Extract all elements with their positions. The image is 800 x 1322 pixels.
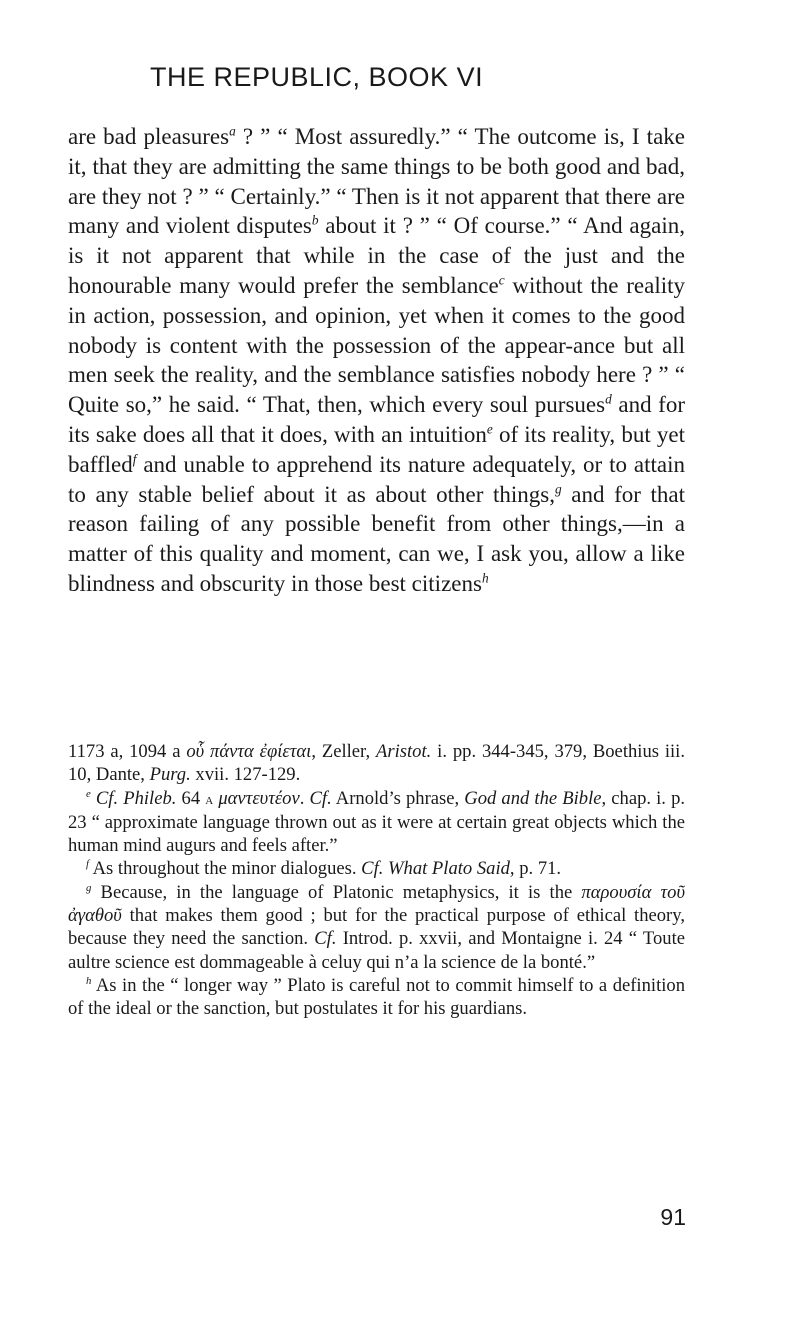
footnotes xyxy=(68,740,685,1021)
italic-title: Cf. What Plato Said xyxy=(361,858,510,880)
italic-title: Aristot. xyxy=(376,741,432,762)
text-segment: are bad pleasures xyxy=(68,124,230,149)
italic-title: Cf. xyxy=(309,787,332,809)
footnote-text: . xyxy=(299,787,310,809)
footnote-text: , Zeller, xyxy=(311,741,377,762)
text-segment: and for that reason failing of any possible benefit from other things,—in a matter of this quality and moment, can we, I ask you, allow a like blindness and obscurity in those best citizens xyxy=(68,481,686,596)
running-head: THE REPUBLIC, BOOK VI xyxy=(150,62,484,92)
text-segment: of its reality, but yet baffled xyxy=(68,421,685,477)
footnote-marker: f xyxy=(132,451,137,467)
footnote-text: i. pp. 344-345, 379, Boethius iii. 10, Dante, xyxy=(68,741,685,786)
footnote-text: , chap. i. p. 23 “ approximate language thrown out as it were at certain great objects which the human mind augurs and feels after.” xyxy=(68,787,686,857)
footnote-marker: b xyxy=(311,212,319,228)
page-number: 91 xyxy=(660,1204,686,1230)
footnote-text: Introd. p. xxvii, and Montaigne i. 24 “ Toute aultre science est dommageable à celuy qui n’a la science de la bonté.” xyxy=(68,928,685,973)
footnote-marker: e xyxy=(486,421,493,437)
text-segment: ? ” “ Most assuredly.” “ The outcome is, I take it, that they are admitting the same things to be both good and bad, are they not ? ” “ Certainly.” “ Then is it not apparent that there are many and violent disputes xyxy=(68,124,685,239)
footnote-text: 64 xyxy=(176,787,206,809)
footnote-marker: d xyxy=(605,391,612,407)
footnote-text: As in the “ longer way ” Plato is careful not to commit himself to a definition of the ideal or the sanction, but postulates it for his guardians. xyxy=(68,974,685,1020)
footnote-marker: a xyxy=(229,123,236,139)
footnote-marker: g xyxy=(554,480,562,496)
footnote-text: , p. 71. xyxy=(509,858,562,880)
footnote-e xyxy=(68,787,685,858)
footnote-text: that makes them good ; but for the practical purpose of ethical theory, because they need the sanction. xyxy=(68,905,685,950)
footnote-h xyxy=(68,974,685,1021)
footnote-mark: g xyxy=(86,881,92,894)
greek-text: οὗ πάντα ἐφίεται xyxy=(186,741,312,762)
italic-title: God and the Bible xyxy=(464,787,602,809)
footnote-mark: h xyxy=(86,974,92,987)
text-segment: about it ? ” “ Of course.” “ And again, is it not apparent that while in the case of the just and the honourable many would prefer the semblance xyxy=(68,213,685,298)
footnote-marker: c xyxy=(498,272,505,288)
footnote-marker: h xyxy=(481,570,489,586)
footnote-f xyxy=(68,857,685,880)
text-segment: without the reality in action, possession, and opinion, yet when it comes to the good nobody is content with the possession of the appear-ance but all men seek the reality, and the semblance satisfies nobody here ? ” “ Quite so,” he said. “ That, then, which every soul pursues xyxy=(68,272,685,418)
text-segment: and for its sake does all that it does, with an intuition xyxy=(68,392,686,447)
footnote-mark: f xyxy=(86,858,89,871)
italic-title: Purg. xyxy=(149,764,191,786)
greek-text: παρουσία τοῦ ἀγαθοῦ xyxy=(68,881,685,927)
footnote-text: 1173 a, 1094 a xyxy=(68,741,187,762)
greek-text: μαντευτέον xyxy=(218,787,300,809)
main-text xyxy=(68,122,685,599)
footnote-text: xvii. 127-129. xyxy=(190,764,301,786)
italic-title: Cf. Phileb. xyxy=(95,787,177,809)
footnote-continued xyxy=(68,740,685,787)
italic-title: Cf. xyxy=(314,928,337,950)
footnote-text: As throughout the minor dialogues. xyxy=(89,858,362,880)
footnote-mark: e xyxy=(86,787,91,800)
small-caps-text: a xyxy=(205,790,214,808)
text-segment: and unable to apprehend its nature adequately, or to attain to any stable belief about it as about other things, xyxy=(68,451,685,507)
footnote-g xyxy=(68,881,685,974)
footnote-text: Because, in the language of Platonic metaphysics, it is the xyxy=(91,881,582,903)
footnote-text: Arnold’s phrase, xyxy=(331,787,465,809)
